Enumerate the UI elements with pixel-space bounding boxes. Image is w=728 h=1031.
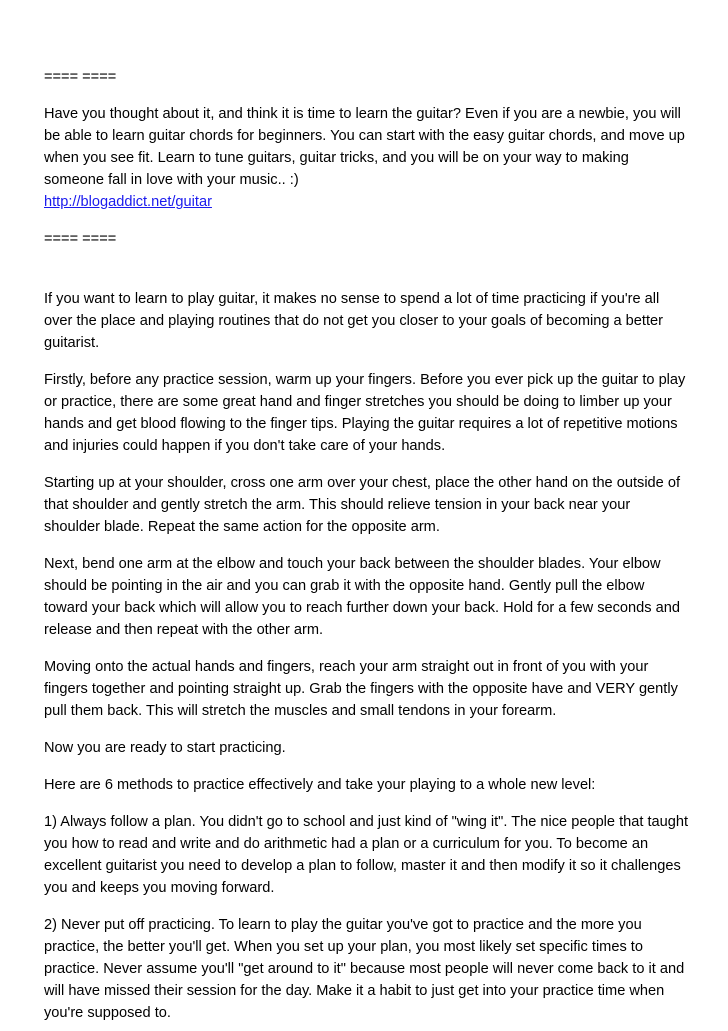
spacer [44, 213, 689, 228]
separator-bottom: ==== ==== [44, 231, 117, 247]
article-paragraph: Now you are ready to start practicing. [44, 740, 286, 756]
spacer [44, 88, 689, 103]
article-paragraph: Here are 6 methods to practice effectively and take your playing to a whole new level: [44, 777, 596, 793]
blog-link[interactable]: http://blogaddict.net/guitar [44, 194, 212, 210]
article-paragraph: 2) Never put off practicing. To learn to play the guitar you've got to practice and the more you practice, the better you'll get. When you set up your plan, you most likely set specific times to practice. Never assume you'll "get around to it" because most people will never come back to it and will have missed their session for the day. Make it a habit to just get into your practice time when you're supposed to. [44, 917, 685, 1021]
intro-paragraph: Have you thought about it, and think it is time to learn the guitar? Even if you are a newbie, you will be able to learn guitar chords for beginners. You can start with the easy guitar chords, and move up when you see fit. Learn to tune guitars, guitar tricks, and you will be on your way to making someone fall in love with your music.. :) [44, 106, 685, 188]
article-paragraph: Moving onto the actual hands and fingers, reach your arm straight out in front of you with your fingers together and pointing straight up. Grab the fingers with the opposite have and VERY gently pull them back. This will stretch the muscles and small tendons in your forearm. [44, 659, 678, 719]
article-paragraph: If you want to learn to play guitar, it makes no sense to spend a lot of time practicing if you're all over the place and playing routines that do not get you closer to your goals of becoming a better guitarist. [44, 291, 664, 351]
spacer [44, 250, 689, 288]
article-paragraph: Next, bend one arm at the elbow and touch your back between the shoulder blades. Your elbow should be pointing in the air and you can grab it with the opposite hand. Gently pull the elbow toward your back which will allow you to reach further down your back. Hold for a few seconds and release and then repeat with the other arm. [44, 556, 680, 638]
document-page [44, 66, 689, 1024]
separator-top: ==== ==== [44, 69, 117, 85]
article-paragraph: Starting up at your shoulder, cross one arm over your chest, place the other hand on the outside of that shoulder and gently stretch the arm. This should relieve tension in your back near your shoulder blade. Repeat the same action for the opposite arm. [44, 475, 681, 535]
article-paragraph: Firstly, before any practice session, warm up your fingers. Before you ever pick up the guitar to play or practice, there are some great hand and finger stretches you should be doing to limber up your hands and get blood flowing to the finger tips. Playing the guitar requires a lot of repetitive motions and injuries could happen if you don't take care of your hands. [44, 372, 686, 454]
article-paragraph: 1) Always follow a plan. You didn't go to school and just kind of "wing it". The nice people that taught you how to read and write and do arithmetic had a plan or a curriculum for you. To become an excellent guitarist you need to develop a plan to follow, master it and then modify it so it challenges you and keeps you moving forward. [44, 814, 689, 896]
